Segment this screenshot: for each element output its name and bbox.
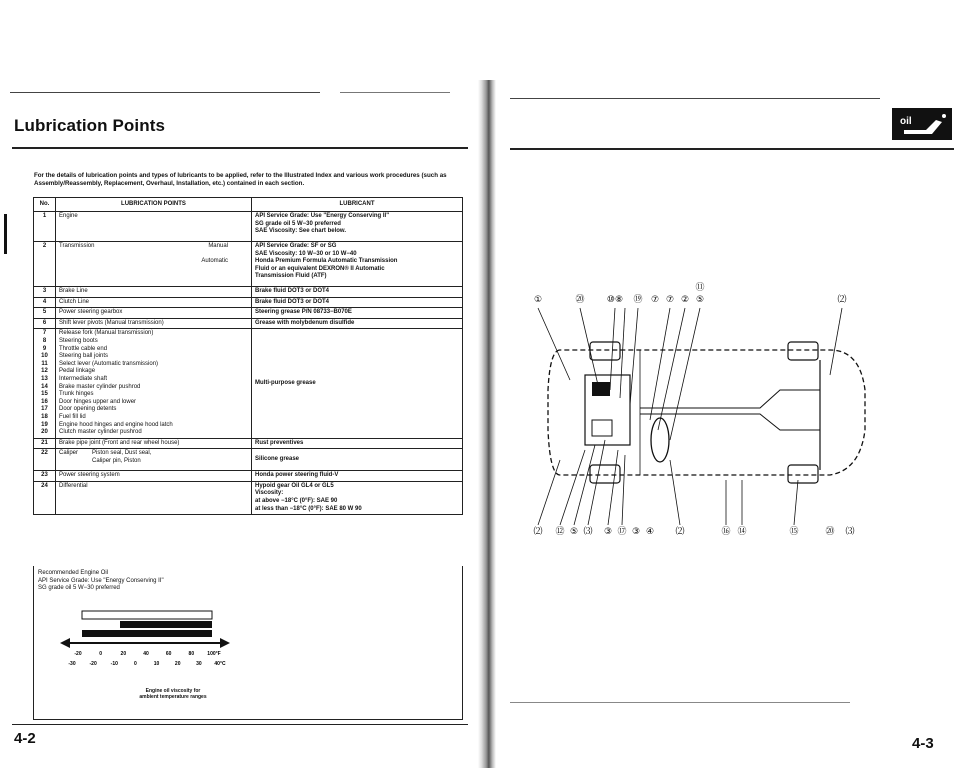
row-no: 7 8 9 10 11 12 13 14 15 16 17 18 19 20 — [34, 329, 56, 438]
fahrenheit-tick-label: 80 — [188, 651, 195, 657]
viscosity-caption: Engine oil viscosity for ambient temperature ranges — [139, 688, 207, 700]
row-no: 24 — [34, 481, 56, 514]
table-row — [34, 449, 463, 471]
row-lubricant: Rust preventives — [252, 438, 463, 449]
row-no: 5 — [34, 308, 56, 319]
celsius-tick-label: 40°C — [214, 661, 226, 667]
callout-number: ⑤ — [569, 527, 579, 537]
rear-left-wheel — [788, 342, 818, 360]
callout-number: ⑪ — [695, 283, 705, 293]
table-row — [34, 242, 463, 287]
row-lubricant: Brake fluid DOT3 or DOT4 — [252, 287, 463, 298]
callout-number: ⑵ — [837, 295, 847, 305]
row-lubricant: API Service Grade: SF or SG SAE Viscosity: 10 W−30 or 10 W−40 Honda Premium Formula Automatic Transmission Fluid or an equivalent DEXRON® II Automatic Transmission Fluid (ATF) — [252, 242, 463, 287]
header-lubricant: LUBRICANT — [252, 198, 463, 212]
row-points: Brake Line — [56, 287, 252, 298]
callout-number: ③ — [603, 527, 613, 537]
callout-number: ④ — [645, 527, 655, 537]
book-spine — [478, 80, 496, 768]
table-row — [34, 212, 463, 242]
brake-line — [640, 390, 820, 408]
axis-arrow-right — [220, 638, 230, 648]
engine-part — [592, 382, 610, 396]
row-no: 22 — [34, 449, 56, 471]
fahrenheit-ticks — [74, 651, 220, 657]
row-lubricant: Silicone grease — [252, 449, 463, 471]
callout-number: ② — [680, 295, 690, 305]
table-header-row — [34, 198, 463, 212]
callout-number: ③ — [631, 527, 641, 537]
celsius-tick-label: 10 — [153, 661, 160, 667]
row-lubricant: Multi-purpose grease — [252, 329, 463, 438]
row-points-detail: Piston seal, Dust seal, Caliper pin, Piston — [92, 450, 152, 464]
row-no: 3 — [34, 287, 56, 298]
header-points: LUBRICATION POINTS — [56, 198, 252, 212]
callout-number: ⑤ — [695, 295, 705, 305]
table-row — [34, 318, 463, 329]
transmission-part — [592, 420, 612, 436]
fahrenheit-tick-label: 0 — [99, 651, 103, 657]
callout-number: ⑲ — [633, 295, 643, 305]
viscosity-chart — [60, 605, 230, 675]
table-row — [34, 438, 463, 449]
row-no: 23 — [34, 471, 56, 482]
row-points: Clutch Line — [56, 297, 252, 308]
callout-leaders-top — [538, 308, 842, 440]
callouts-bottom — [533, 525, 854, 537]
callouts-top — [534, 282, 847, 305]
oil-can-icon — [892, 108, 952, 140]
callout-number: ⑯ — [721, 527, 731, 537]
row-points-main: Caliper — [59, 450, 79, 457]
bottom-rule — [12, 724, 468, 725]
callout-number: ⑫ — [555, 527, 565, 537]
celsius-tick-label: -20 — [89, 661, 97, 667]
row-lubricant: Steering grease P/N 08733−B070E — [252, 308, 463, 319]
row-points: Differential — [56, 481, 252, 514]
callout-number: ⑵ — [675, 527, 685, 537]
logo-text: oil — [900, 116, 912, 127]
celsius-tick-label: 30 — [196, 661, 202, 667]
callout-number: ⑳ — [575, 295, 585, 305]
celsius-ticks — [68, 661, 226, 667]
table-row — [34, 308, 463, 319]
table-row — [34, 471, 463, 482]
row-points: Shift lever pivots (Manual transmission) — [56, 318, 252, 329]
callout-number: ⑳ — [825, 527, 835, 537]
row-no: 21 — [34, 438, 56, 449]
fahrenheit-tick-label: 100°F — [207, 651, 221, 657]
top-rule-fragment — [340, 92, 450, 93]
row-points — [56, 242, 252, 287]
fahrenheit-tick-label: 20 — [120, 651, 127, 657]
row-lubricant: Grease with molybdenum disulfide — [252, 318, 463, 329]
row-points-main: Transmission — [59, 243, 95, 249]
table-row — [34, 297, 463, 308]
rear-right-wheel — [788, 465, 818, 483]
row-no: 1 — [34, 212, 56, 242]
callout-number: ① — [533, 295, 543, 305]
celsius-tick-label: 0 — [134, 661, 137, 667]
header-no: No. — [34, 198, 56, 212]
title-rule — [12, 147, 468, 149]
row-lubricant: Hypoid gear Oil GL4 or GL5 Viscosity: at above −18°C (0°F): SAE 90 at less than −18°C (0°F): SAE 80 W 90 — [252, 481, 463, 514]
row-points: Brake pipe joint (Front and rear wheel house) — [56, 438, 252, 449]
front-left-wheel — [590, 342, 620, 360]
lubrication-diagram — [530, 280, 870, 550]
row-lubricant: Honda power steering fluid-V — [252, 471, 463, 482]
callout-number: ⑶ — [583, 527, 593, 537]
row-lubricant: API Service Grade: Use "Energy Conserving II" SG grade oil 5 W−30 preferred SAE Viscosity: See chart below. — [252, 212, 463, 242]
page-title: Lubrication Points — [14, 116, 166, 135]
right-title-rule — [510, 148, 954, 150]
margin-mark — [4, 214, 7, 254]
row-points: Engine — [56, 212, 252, 242]
celsius-tick-label: -10 — [110, 661, 118, 667]
viscosity-band — [120, 621, 212, 628]
fahrenheit-tick-label: -20 — [74, 651, 82, 657]
callout-number: ⑶ — [845, 527, 855, 537]
callout-number: ⑰ — [617, 527, 627, 537]
bottom-rule-right — [510, 702, 850, 703]
callout-number: ⑵ — [533, 527, 543, 537]
row-points-variant: Manual Automatic — [201, 243, 228, 265]
table-row — [34, 287, 463, 298]
top-rule-right — [510, 98, 880, 99]
intro-text: For the details of lubrication points and types of lubricants to be applied, refer to the Illustrated Index and various work procedures (such as Assembly/Reassembly, Replacement, Overhaul, Installation, etc.) contained in each section. — [34, 172, 447, 187]
table-row — [34, 329, 463, 438]
lubrication-table — [33, 197, 463, 515]
axis-arrow-left — [60, 638, 70, 648]
celsius-tick-label: -30 — [68, 661, 76, 667]
row-no: 2 — [34, 242, 56, 287]
table-row — [34, 481, 463, 514]
callout-number: ⑦ — [665, 295, 675, 305]
celsius-tick-label: 20 — [174, 661, 181, 667]
car-body-outline — [548, 350, 865, 475]
callout-number: ⑩⑧ — [606, 295, 624, 305]
row-points — [56, 449, 252, 471]
fahrenheit-tick-label: 40 — [143, 651, 149, 657]
row-no: 4 — [34, 297, 56, 308]
steering-wheel — [651, 418, 669, 462]
row-points: Power steering system — [56, 471, 252, 482]
row-lubricant: Brake fluid DOT3 or DOT4 — [252, 297, 463, 308]
row-points: Power steering gearbox — [56, 308, 252, 319]
viscosity-band — [82, 611, 212, 619]
row-points: Release fork (Manual transmission) Steering boots Throttle cable end Steering ball joints Select lever (Automatic transmission) Pedal linkage Intermediate shaft Brake master cylinder pushrod Trunk hinges Door hinges upper and lower Door opening detents Fuel fill lid Engine hood hinges and engine hood latch Clutch master cylinder pushrod — [56, 329, 252, 438]
top-rule — [10, 92, 320, 93]
callout-number: ⑭ — [737, 527, 747, 537]
viscosity-band — [82, 630, 212, 637]
callout-number: ⑦ — [650, 295, 660, 305]
fahrenheit-tick-label: 60 — [165, 651, 172, 657]
page-number-left: 4-2 — [14, 730, 36, 747]
callout-number: ⑮ — [789, 527, 799, 537]
recommended-oil-text: Recommended Engine Oil API Service Grade: Use "Energy Conserving II" SG grade oil 5 W−30 preferred — [38, 570, 164, 592]
page-number-right: 4-3 — [912, 735, 934, 752]
row-no: 6 — [34, 318, 56, 329]
